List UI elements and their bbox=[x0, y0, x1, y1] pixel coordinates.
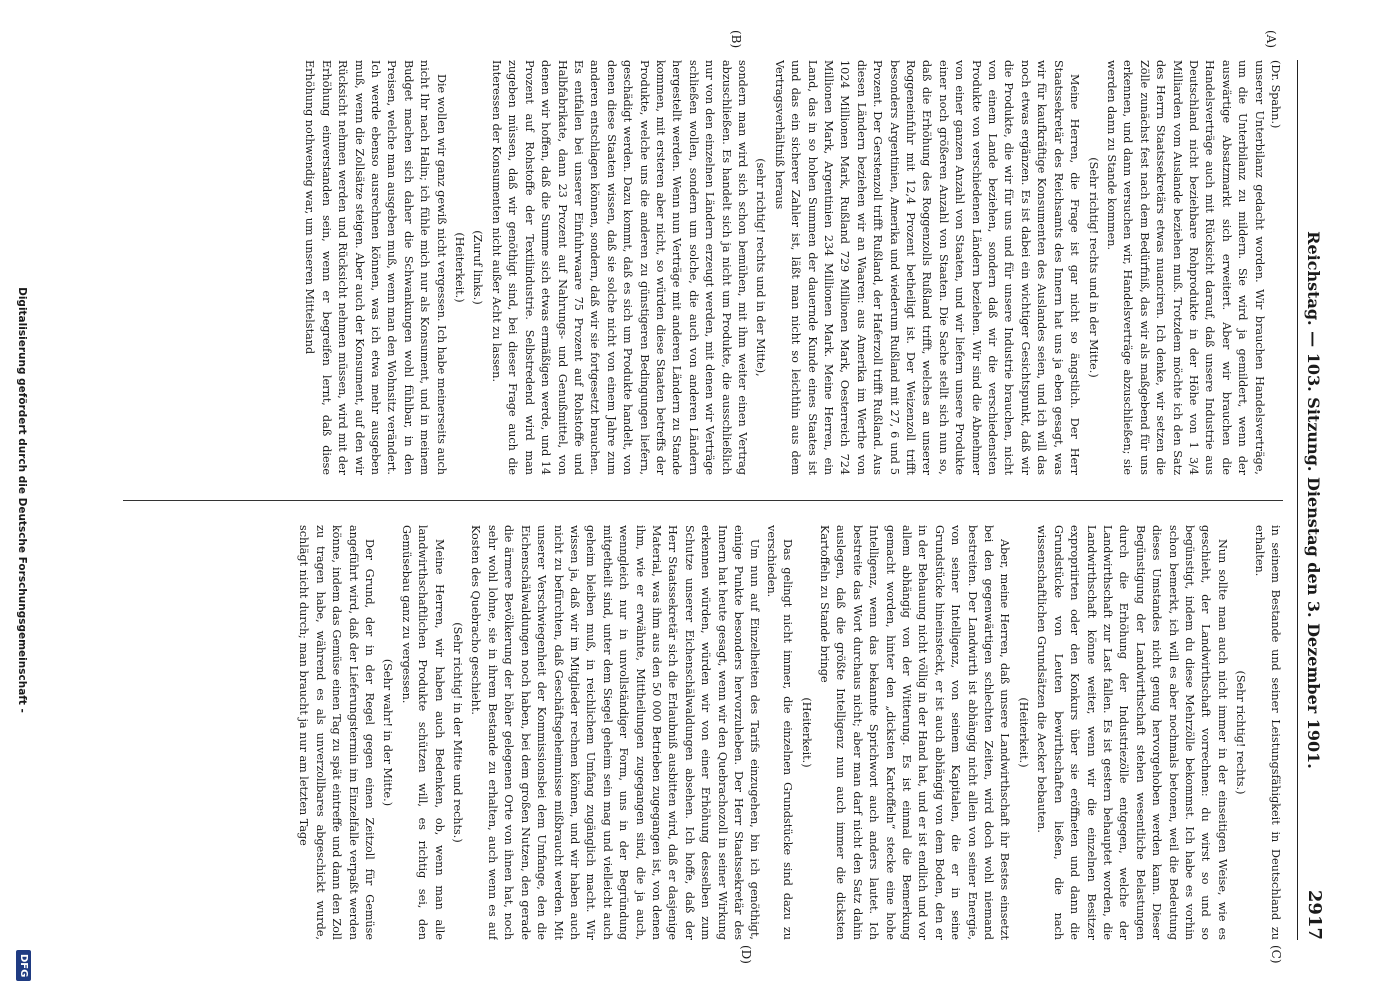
margin-mark-c: (C) bbox=[1269, 945, 1283, 964]
header-title: Reichstag. — 103. Sitzung. Dienstag den 3. Dezember 1901. bbox=[1304, 231, 1323, 769]
paragraph: Meine Herren, die Frage ist gar nicht so ängstlich. Der Herr Staatssekretär des Reichsamts des Innern hat uns ja eben gesagt, was wir für kaufkräftige Konsumenten des Auslandes seien, und ich will das noch etwas ergänzen. Es ist dabei ein wichtiger Gesichtspunkt, daß wir die Produkte, die wir für uns und für unsere Industrie brauchen, nicht von einem Lande beziehen, sondern daß wir die verschiedensten Produkte von verschiedenen Ländern beziehen. Wir sind die Abnehmer von einer ganzen Anzahl von Staaten, und wir liefern unsere Produkte einer noch größeren Anzahl von Staaten. Die Sache stellt sich nun so, daß die Erhöhung des Roggenzolls Rußland trifft, welches an unserer Roggeneinfuhr mit 12,4 Prozent betheiligt ist. Der Weizenzoll trifft besonders Argentinien, Amerika und wiederum Rußland mit 27, 6 und 5 Prozent. Der Gerstenzoll trifft Rußland, der Haferzoll trifft Rußland. Aus diesen Ländern beziehen wir an Waaren: aus Amerika im Werthe von 1024 Millionen Mark, Rußland 729 Millionen Mark, Oesterreich 724 Millionen Mark, Argentinien 234 Millionen Mark. Meine Herren, ein Land, das in so hohen Summen der dauernde Kunde eines Staates ist und das ein sicherer Zahler ist, läßt man nicht so leichthin aus dem Vertragsverhältniß heraus bbox=[772, 60, 1082, 475]
interjection: (Heiterkeit.) bbox=[453, 232, 467, 303]
interjection: (Sehr richtig! rechts.) bbox=[1234, 670, 1248, 795]
interjection: (sehr richtig! rechts und in der Mitte), bbox=[754, 158, 768, 377]
paragraph: Aber, meine Herren, daß unsere Landwirthschaft ihr Bestes einsetzt bei den gegenwärtigen schlechten Zeiten, wird doch wohl niemand bestreiten. Der Landwirth ist abhängig nicht allein von seiner Energie, von seiner Intelligenz, von seinem Kapitalen, die er in seine Grundstücke hineinsteckt, er ist auch abhängig von dem Boden, den er in der Behauung nicht völlig in der Hand hat, und er ist endlich und vor allem abhängig von der Witterung. Es ist einmal die Bemerkung gemacht worden, hinter den „dicksten Kartoffeln“ stecke eine hohe Intelligenz, wenn das bekannte Sprichwort auch anders lautet. Ich bestreite das Wort durchaus nicht; aber man darf nicht den Satz dahin auslegen, daß die größte Intelligenz nun auch immer die dicksten Kartoffeln zu Stande bringe bbox=[818, 525, 1012, 940]
paragraph: Um nun auf Einzelheiten des Tarifs einzugehen, bin ich genöthigt, einige Punkte besonders hervorzuheben. Der Herr Staatssekretär des Innern hat heute gesagt, wenn wir den Quebrachozoll in seiner Wirkung erkennen würden, würden wir von einer Erhöhung desselben zum Schutze unserer Eichenschälwaldungen absehen. Ich hoffe, daß der Herr Staatssekretär sich die Erlaubniß ausbitten wird, daß er dasjenige Material, was ihm aus den 50 000 Betrieben zugegangen ist, von denen ihm, wie er erwähnte, Mittheilungen zugegangen sind, die ja auch, wenngleich nur in unvollständiger Form, uns in der Begründung mitgetheilt sind, unter dem Siegel geheim sein mag und vielleicht auch geheim bleiben muß, in reichlichem Umfang zugänglich macht. Wir wissen ja, daß wir im Mitglieder rechnen können, und wir haben auch nicht zu befürchten, daß Geschäftsgeheimnisse mißbraucht werden. Mit unserer Verschwiegenheit der Kommissionsbei dem Umfange, den die Eichenschälwaldungen noch haben, bei dem großen Nutzen, den gerade die ärmere Bevölkerung der höher gelegenen Orte von ihnen hat, noch sehr wohl lohne, sie in ihrem Bestande zu erhalten, auch wenn es auf Kosten des Quebracho geschieht. bbox=[469, 525, 762, 940]
interjection: (Sehr wahr! in der Mitte.) bbox=[381, 658, 395, 807]
page-header bbox=[1297, 60, 1338, 940]
interjection: (Zuruf links.) bbox=[471, 230, 485, 305]
interjection: (Sehr richtig! rechts und in der Mitte.) bbox=[1086, 157, 1100, 378]
paragraph: in seinem Bestande und seiner Leistungsfähigkeit in Deutschland zu erhalten. bbox=[1252, 525, 1282, 940]
page-number: 2917 bbox=[1304, 889, 1325, 940]
paragraph: unserer Unterbilanz gedacht worden. Wir brauchen Handelsverträge, um die Unterbilanz zu mildern. Sie wird ja gemildert, wenn der auswärtige Absatzmarkt sich erweitert. Aber wir brauchen die Handelsverträge auch mit Rücksicht darauf, daß unsere Industrie aus Deutschland nicht beziehbare Rohprodukte in der Höhe von 1 3/4 Milliarden vom Auslande beziehen muß. Trotzdem möchte ich den Satz des Herrn Staatssekretärs etwas nuanciren. Ich denke, wir setzen die Zölle zunächst fest nach dem Bedürfniß, das wir als maßgebend für uns erkennen, und dann versuchen wir, Handelsverträge abzuschließen; sie werden dann zu Stande kommen. bbox=[1104, 60, 1266, 475]
margin-mark-b: (B) bbox=[729, 30, 743, 49]
paragraph: Das gelingt nicht immer, die einzelnen Grundstücke sind dazu zu verschieden. bbox=[764, 525, 795, 940]
margin-mark-d: (D) bbox=[739, 945, 753, 964]
speaker-label: (Dr. Spahn.) bbox=[1269, 60, 1282, 129]
column-divider bbox=[123, 500, 1283, 501]
margin-mark-a: (A) bbox=[1264, 30, 1278, 49]
paragraph: Die wollen wir ganz gewiß nicht vergessen. Ich habe meinerseits auch nicht Ihr nach Halin; ich fühle mich nur als Konsument, und in meinem Budget machen sich daher die Schwankungen wohl fühlbar, in den Preisen, welche man ausgeben muß, wenn man den Wohnsitz verändert. Ich werde ebenso ausrechnen können, was ich etwa mehr ausgeben muß, wenn die Zollsätze steigen. Aber auch der Konsument, auf den wir Rücksicht nehmen werden und Rücksicht nehmen müssen, wird mit der Erhöhung einverstanden sein, wenn er begreifen lernt, daß diese Erhöhung nothwendig war, um unseren Mittelstand bbox=[303, 60, 448, 475]
paragraph: Nun sollte man auch nicht immer in der einseitigen Weise, wie es geschieht, der Landwirthschaft vorrechnen: du wirst so und so begünstigt, indem du diese Mehrzölle bekommst. Ich habe es vorhin schon bemerkt, ich will es aber nochmals betonen, weil die Bedeutung dieses Umstandes nicht genug hervorgehoben werden kann. Dieser Begünstigung der Landwirthschaft stehen wesentliche Belastungen durch die Erhöhung der Industriezölle entgegen, welche der Landwirthschaft zur Last fallen. Es ist gestern behauptet worden, die Landwirthschaft könne weiter, wenn wir die einzelnen Besitzer expropriirten oder den Konkurs über sie eröffneten und dann die Grundstücke von Leuten bewirthschaften ließen, die nach wissenschaftlichen Grundsätzen die Aecker bebauten. bbox=[1035, 525, 1229, 940]
paragraph: sondern man wird sich schon bemühen, mit ihm weiter einen Vertrag abzuschließen. Es handelt sich ja nicht um Produkte, die ausschließlich nur von den einzelnen Ländern erzeugt werden, mit denen wir Verträge schließen wollen, sondern um solche, die auch von anderen Ländern hergestellt werden. Wenn nun Verträge mit anderen Ländern zu Stande kommen, mit ersteren aber nicht, so würden diese Staaten betreffs der Produkte, welche uns die anderen zu günstigeren Bedingungen liefern, geschädigt werden. Dazu kommt, daß es sich um Produkte handelt, von denen diese Staaten wissen, daß sie solche nicht von einem Jahre zum anderen entschlagen können, sondern, daß wir sie fortgesetzt brauchen. Es entfallen bei unserer Einfuhrwaare 75 Prozent auf Rohstoffe und Halbfabrikate, dann 23 Prozent auf Nahrungs- und Genußmittel, von denen wir hoffen, daß die Summe sich etwas ermäßigen werde, und 14 Prozent auf Rohstoffe der Textilindustrie. Selbstredend wird man zugeben müssen, daß wir genöthigt sind, bei dieser Frage auch die Interessen der Konsumenten nicht außer Acht zu lassen. bbox=[489, 60, 749, 475]
text-column-left bbox=[123, 60, 1283, 475]
dfg-logo: DFG bbox=[16, 950, 31, 981]
digitization-note: Digitalisierung gefördert durch die Deutsche Forschungsgemeinschaft - bbox=[16, 287, 28, 713]
paragraph: Meine Herren, wir haben auch Bedenken, ob, wenn man alle landwirthschaftlichen Produkte schützen will, es richtig sei, den Gemüsebau ganz zu vergessen. bbox=[399, 525, 446, 940]
interjection: (Heiterkeit.) bbox=[1016, 697, 1030, 768]
interjection: (Sehr richtig! in der Mitte und rechts.) bbox=[451, 622, 465, 843]
paragraph: Der Grund, der in der Regel gegen einen Zeitzoll für Gemüse angeführt wird, daß der Lieferungstermin im Einzelfalle verpaßt werden könne, indem das Gemüse einen Tag zu spät eintreffe und dann den Zoll zu tragen habe, während es als unverzollbares abgeschickt wurde, schlägt nicht durch; man braucht ja nur am letzten Tage bbox=[297, 525, 377, 940]
interjection: (Heiterkeit.) bbox=[799, 697, 813, 768]
text-column-right bbox=[123, 525, 1283, 940]
